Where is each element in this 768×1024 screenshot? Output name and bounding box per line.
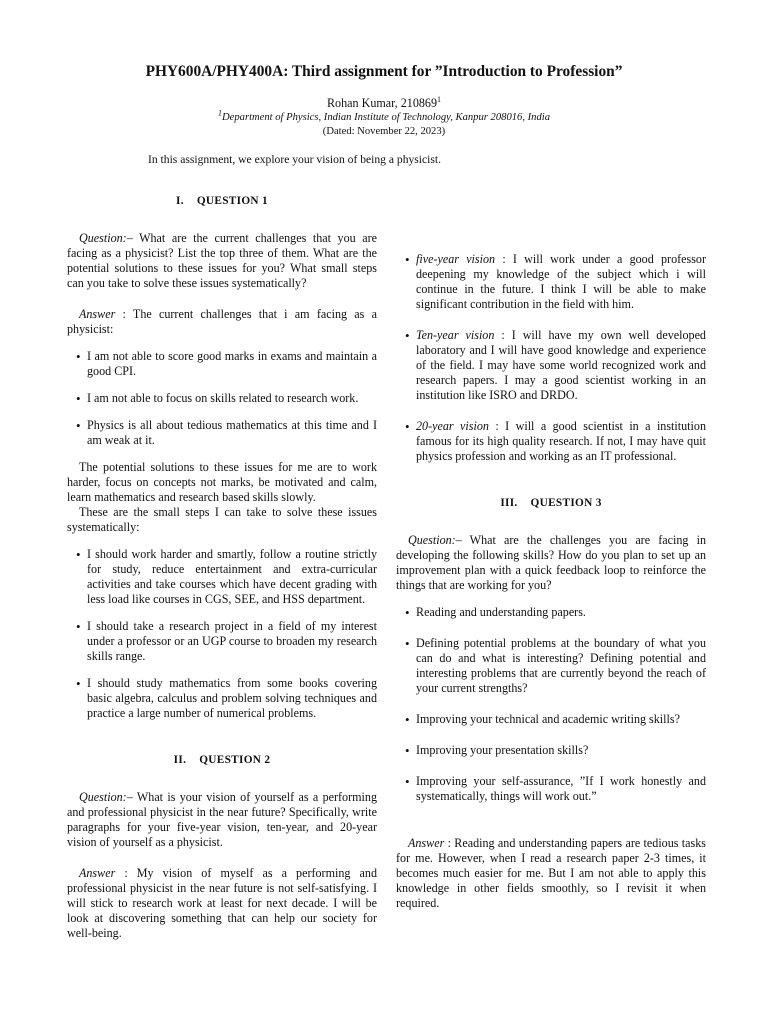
question-text: – What are the challenges you are facing in developing the following skills? How do you plan to set up an improvement plan with a quick feedback loop to reinforce the things that are working for you? — [396, 533, 706, 592]
list-item: • I am not able to score good marks in exams and maintain a good CPI. — [87, 349, 377, 379]
list-item: • I should take a research project in a field of my interest under a professor or an UGP course to broaden my research skills range. — [87, 619, 377, 664]
question-label: Question: — [79, 231, 127, 245]
affiliation-mark: 1 — [218, 108, 222, 118]
question-text: – What are the current challenges that you are facing as a physicist? List the top three of them. What are the potential solutions to these issues for you? What small steps can you take to solve these issues systematically? — [67, 231, 377, 290]
answer-label: Answer — [408, 836, 445, 850]
right-column — [396, 192, 706, 911]
list-item: • Defining potential problems at the boundary of what you can do and what is interesting? Defining potential and interesting problems that are currently beyond the reach of your current strengths? — [416, 636, 706, 696]
q3-answer — [396, 836, 706, 911]
solutions-paragraph: The potential solutions to these issues for me are to work harder, focus on concepts not marks, be motivated and calm, learn mathematics and research based skills slowly. — [67, 460, 377, 504]
answer-label: Answer — [79, 307, 116, 321]
section-numeral: II. — [173, 754, 187, 766]
list-item: • Improving your technical and academic writing skills? — [416, 712, 706, 727]
author-line — [0, 96, 768, 111]
vision-text: : I will a good scientist in a institution famous for its high quality research. If not, I may have quit physics profession and working as an IT professional. — [416, 419, 706, 463]
section-heading-q3 — [396, 496, 706, 511]
vision-text: : I will work under a good professor deepening my knowledge of the subject which i will continue in the future. I think I will be able to make significant contribution in the field with him. — [416, 252, 707, 311]
section-title: QUESTION 3 — [530, 497, 602, 509]
section-title: QUESTION 2 — [199, 754, 271, 766]
left-column — [67, 194, 377, 941]
steps-list — [67, 547, 377, 721]
list-item — [416, 328, 706, 403]
list-item — [416, 419, 706, 464]
answer-label: Answer — [79, 866, 116, 880]
steps-paragraph: These are the small steps I can take to solve these issues systematically: — [67, 505, 377, 534]
vision-label: 20-year vision — [416, 419, 489, 433]
paper-header — [0, 62, 768, 139]
answer-text: : The current challenges that i am facing as a physicist: — [67, 307, 377, 336]
author-affiliation-mark: 1 — [437, 94, 442, 104]
answer-text: : Reading and understanding papers are tedious tasks for me. However, when I read a research paper 2-3 times, it becomes much easier for me. But I am not able to apply this knowledge in other fields smoothly, so I revisit it when required. — [396, 836, 706, 910]
list-item: • I should study mathematics from some books covering basic algebra, calculus and problem solving techniques and practice a large number of numerical problems. — [87, 676, 377, 721]
dated-line: (Dated: November 22, 2023) — [322, 126, 446, 137]
question-text: – What is your vision of yourself as a performing and professional physicist in the near future? Specifically, write paragraphs for your five-year vision, ten-year, and 20-year vision of yourself as a physicist. — [67, 790, 377, 849]
q3-question — [396, 533, 706, 593]
section-numeral: III. — [500, 497, 518, 509]
answer-text: : My vision of myself as a performing and professional physicist in the near future is not self-satisfying. I will stick to research work at least for next decade. I will be look at discovering something that can help our society for well-being. — [67, 866, 377, 940]
q2-question — [67, 790, 377, 850]
vision-label: five-year vision — [416, 252, 496, 266]
list-item: • Improving your presentation skills? — [416, 743, 706, 758]
challenges-list — [67, 349, 377, 448]
vision-label: Ten-year vision — [416, 328, 495, 342]
abstract-intro: In this assignment, we explore your vision of being a physicist. — [148, 153, 442, 166]
list-item: • Reading and understanding papers. — [416, 605, 706, 620]
section-heading-q1 — [67, 194, 377, 209]
q2-answer — [67, 866, 377, 941]
list-item — [416, 252, 706, 312]
section-title: QUESTION 1 — [196, 195, 268, 207]
question-label: Question: — [79, 790, 127, 804]
list-item: • I should work harder and smartly, follow a routine strictly for study, reduce entertainment and extra-curricular activities and take courses which have decent grading with less load like courses in CGS, SEE, and HSS department. — [87, 547, 377, 607]
q1-question — [67, 231, 377, 291]
paper-title: PHY600A/PHY400A: Third assignment for ”Introduction to Profession” — [145, 63, 623, 80]
vision-text: : I will have my own well developed laboratory and I will have good knowledge and experience of the field. I may have some world recognized work and research papers. I may a good scientist working in an institution like ISRO and DRDO. — [416, 328, 706, 402]
skills-list — [396, 605, 706, 804]
list-item: • Physics is all about tedious mathematics at this time and I am weak at it. — [87, 418, 377, 448]
list-item: • Improving your self-assurance, ”If I work honestly and systematically, things will work out.” — [416, 774, 706, 804]
affiliation — [0, 108, 768, 125]
visions-list — [396, 252, 706, 464]
question-label: Question: — [408, 533, 456, 547]
affiliation-text: Department of Physics, Indian Institute of Technology, Kanpur 208016, India — [222, 112, 550, 123]
section-numeral: I. — [176, 195, 184, 207]
q1-answer-intro — [67, 307, 377, 337]
section-heading-q2 — [67, 753, 377, 768]
list-item: • I am not able to focus on skills related to research work. — [87, 391, 377, 406]
author-name: Rohan Kumar, 210869 — [326, 96, 438, 110]
